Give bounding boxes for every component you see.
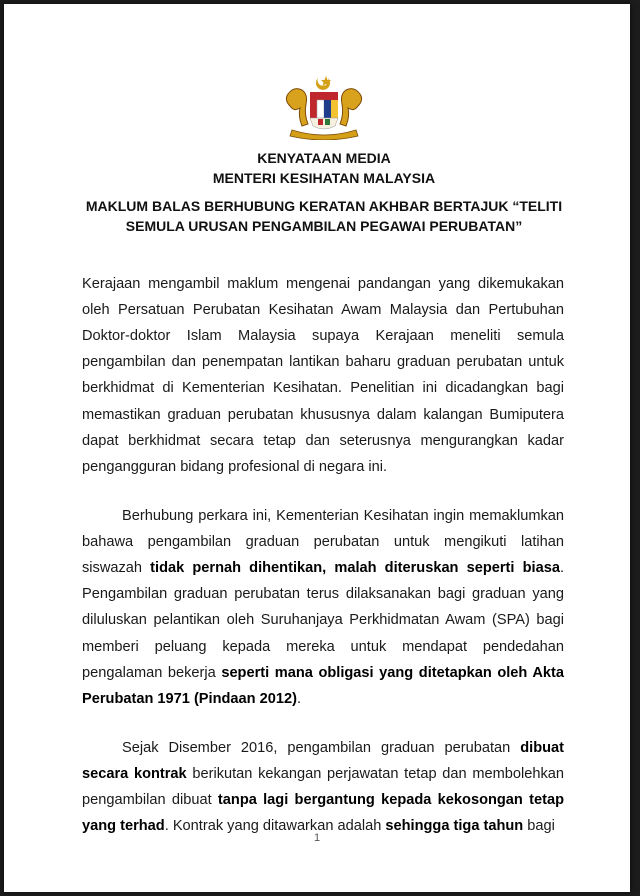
- paragraph-1: Kerajaan mengambil maklum mengenai pandangan yang dikemukakan oleh Persatuan Perubatan Kesihatan Awam Malaysia dan Pertubuhan Doktor-doktor Islam Malaysia supaya Kerajaan meneliti semula pengambilan dan penempatan lantikan baharu graduan perubatan untuk berkhidmat di Kementerian Kesihatan. Penelitian ini dicadangkan bagi memastikan graduan perubatan khususnya dalam kalangan Bumiputera dapat berkhidmat secara tetap dan seterusnya mengurangkan kadar pengangguran bidang profesional di negara ini.: [82, 275, 564, 476]
- subject-line-2: SEMULA URUSAN PENGAMBILAN PEGAWAI PERUBATAN”: [125, 218, 523, 234]
- paragraph-3: [82, 735, 564, 840]
- paragraph-2-emphasis: seperti mana obligasi yang ditetapkan oleh Akta Perubatan 1971 (Pindaan 2012): [82, 664, 564, 708]
- paragraph-2-text: Berhubung perkara ini, Kementerian Kesihatan ingin memaklumkan bahawa pengambilan graduan perubatan untuk mengikuti latihan siswazah: [82, 507, 564, 576]
- subject-heading: [4, 196, 630, 236]
- coat-of-arms-icon: [280, 74, 368, 140]
- page-number: 1: [313, 832, 321, 844]
- title-line-2: MENTERI KESIHATAN MALAYSIA: [212, 170, 436, 186]
- subject-line-1: MAKLUM BALAS BERHUBUNG KERATAN AKHBAR BERTAJUK “TELITI: [85, 198, 563, 214]
- paragraph-3-emphasis: sehingga tiga tahun: [385, 818, 524, 835]
- paragraph-3-text: Sejak Disember 2016, pengambilan graduan perubatan: [122, 739, 521, 756]
- paragraph-2-text: .: [296, 691, 302, 708]
- paragraph-2-text: . Pengambilan graduan perubatan terus dilaksanakan bagi graduan yang diluluskan pelantikan oleh Suruhanjaya Perkhidmatan Awam (SPA) bagi memberi peluang kepada mereka untuk mendapat pendedahan pengalaman bekerja: [82, 560, 565, 681]
- document-page: [4, 4, 630, 892]
- paragraph-2-emphasis: tidak pernah dihentikan, malah diteruskan seperti biasa: [150, 560, 560, 576]
- paragraph-3-emphasis: dibuat secara kontrak: [82, 739, 564, 782]
- press-title: [4, 148, 630, 188]
- paragraph-3-text: berikutan kekangan perjawatan tetap dan membolehkan pengambilan dibuat: [82, 765, 564, 808]
- paragraph-2: [82, 503, 564, 713]
- paragraph-3-text: . Kontrak yang ditawarkan adalah: [164, 818, 386, 835]
- title-line-1: KENYATAAN MEDIA: [257, 150, 391, 166]
- paragraph-3-text: bagi: [523, 818, 555, 835]
- paragraph-3-emphasis: tanpa lagi bergantung kepada kekosongan tetap yang terhad: [82, 792, 564, 835]
